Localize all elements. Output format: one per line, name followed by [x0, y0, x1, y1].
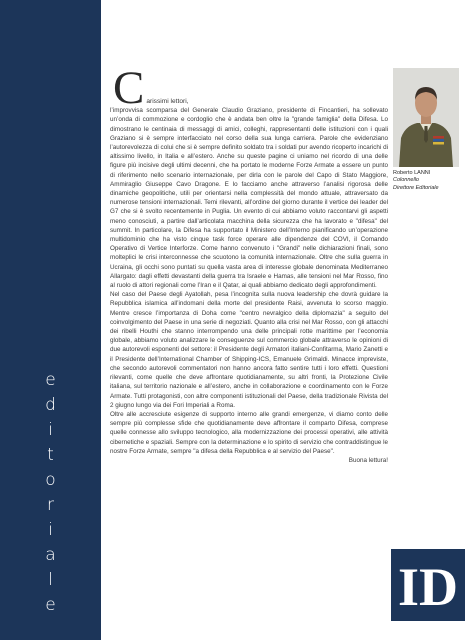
section-letter: e	[45, 595, 56, 615]
magazine-logo	[391, 549, 465, 621]
article-paragraph: Nel caso del Paese degli Ayatollah, pesa l’incognita sulla nuova leadership che dovrà guidare la Repubblica islamica all’indomani della morte del presidente Raisi, avvenuta lo scorso maggio. Mentre cresce l’importanza di Doha come "centro nevralgico della diplomazia" a seguito del coinvolgimento del Paese in una serie di negoziati. Quanto alla crisi nel Mar Rosso, con gli attacchi dei ribelli Houthi che stanno interrompendo una delle principali rotte marittime per l’economia globale, abbiamo voluto analizzare le conseguenze sul commercio globale attraverso le opinioni di due autorevoli esponenti del settore: il Presidente degli Armatori italiani-Confitarma, Mario Zanetti e il Presidente dell’International Chamber of Shipping-ICS, Emanuele Grimaldi. Minacce impreviste, che secondo autorevoli commentatori non hanno ancora fatto sentire tutti i loro effetti. Questioni rilevanti, come quelle che deve affrontare quotidianamente, su altri fronti, la Protezione Civile italiana, sul territorio nazionale e all’estero, anche in collaborazione e coordinamento con le Forze Armate. Tutti protagonisti, con altre componenti istituzionali del Paese, della tradizionale Rivista del 2 giugno lungo via dei Fori Imperiali a Roma.	[110, 291, 388, 409]
author-rank: Colonnello	[393, 177, 419, 184]
article-paragraph: l’improvvisa scomparsa del Generale Claudio Graziano, presidente di Fincantieri, ha sollevato un’onda di commozione e cordoglio che è andata ben oltre la "grande famiglia" della Difesa. Lo dimostrano le centinaia di messaggi di amici, colleghi, rappresentanti delle istituzioni con i quali Graziano si è sempre interfacciato nel corso della sua lunga carriera. Parole che evidenziano l’autorevolezza di colui che si è sempre definito soldato tra i soldati pur avendo ricoperto incarichi di altissimo livello, in Italia e all’estero. Anche su queste pagine ci uniamo nel ricordo di una delle figure più incisive degli ultimi decenni, che ha portato le moderne Forze Armate a essere un punto di riferimento nello scenario internazionale, per dirla con le parole del Capo di Stato Maggiore, Ammiraglio Giuseppe Cavo Dragone. E lo facciamo anche attraverso l’analisi rigorosa delle dinamiche geopolitiche, utili per orientarsi nella complessità del mondo attuale, attraversato da numerose tensioni internazionali. Temi rilevanti, all’ordine del giorno durante il vertice dei leader del G7 che si è svolto recentemente in Puglia. Un evento di cui abbiamo voluto raccontarvi gli aspetti meno conosciuti, a partire dall’articolata macchina della sicurezza che ha lavorato e "difesa" del summit. In particolare, la Difesa ha supportato il Ministero dell’Interno pianificando un’operazione multidominio che ha visto cinque task force operare alle dipendenze del COVI, il Comando Operativo di Vertice Interforze. Come hanno convenuto i "Grandi" nelle dichiarazioni finali, sono molteplici le crisi interconnesse che scuotono la comunità internazionale. Oltre che sulla guerra in Ucraina, gli occhi sono puntati su quella vasta area di interesse globale denominata Mediterraneo Allargato: dagli effetti devastanti della guerra tra Israele e Hamas, alle tensioni nel Mar Rosso, fino al ruolo di attori regionali come l’Iran e il Qatar, ai quali abbiamo dedicato degli approfondimenti.	[110, 107, 388, 290]
author-title: Direttore Editoriale	[393, 184, 439, 191]
section-letter: i	[48, 520, 53, 540]
section-title-vertical	[0, 368, 101, 618]
section-letter: d	[45, 395, 56, 415]
section-letter: l	[48, 570, 53, 590]
section-letter: t	[47, 445, 54, 465]
section-letter: o	[45, 470, 56, 490]
greeting: arissimi lettori,	[146, 98, 189, 105]
section-sidebar	[0, 0, 101, 640]
author-portrait	[393, 68, 459, 167]
section-letter: i	[48, 420, 53, 440]
editorial-article	[110, 62, 388, 465]
closing-line: Buona lettura!	[348, 456, 388, 464]
section-letter: e	[45, 370, 56, 390]
drop-cap: C	[113, 62, 145, 114]
section-letter: r	[47, 495, 54, 515]
section-letter: a	[45, 545, 56, 565]
author-caption	[393, 170, 467, 192]
author-name: Roberto LANNI	[393, 170, 431, 176]
logo-text: ID	[397, 557, 459, 617]
article-paragraph: Oltre alle accresciute esigenze di supporto interno alle grandi emergenze, vi diamo conto delle sempre più complesse sfide che quotidianamente deve affrontare il comparto Difesa, comprese quelle connesse allo sviluppo tecnologico, alla modernizzazione dei processi operativi, alle attività cibernetiche e spaziali. Sempre con la determinazione e lo spirito di servizio che contraddistingue le nostre Forze Armate, sempre "a difesa della Repubblica e al servizio del Paese".	[110, 410, 388, 455]
